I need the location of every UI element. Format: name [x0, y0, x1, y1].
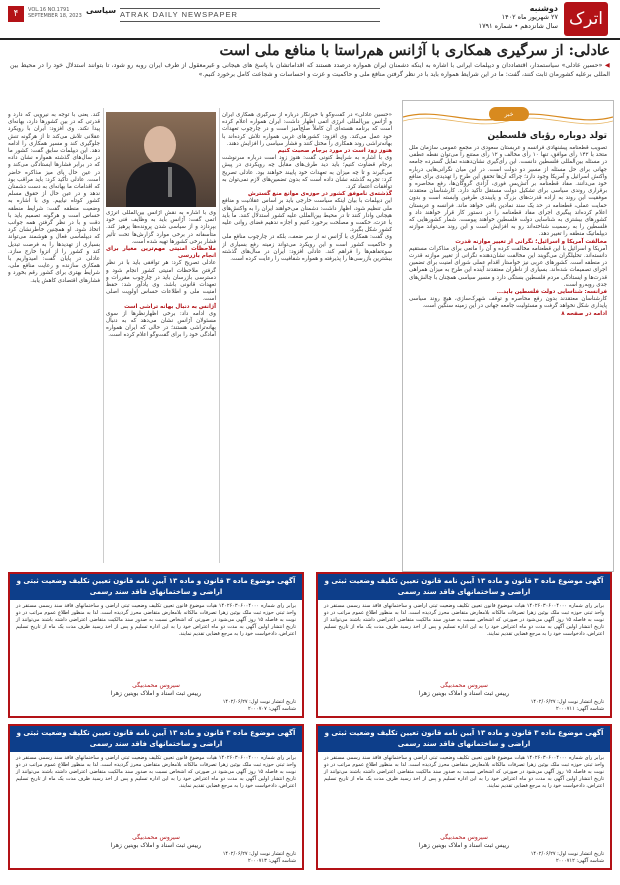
notice-title: آگهی موضوع ماده ۳ قانون و ماده ۱۳ آیین نامه قانون تعیین تکلیف وضعیت ثبتی و اراضی و ساختمانهای فاقد سند رسمی — [318, 574, 610, 600]
notice-footer — [16, 851, 296, 865]
notice-title: آگهی موضوع ماده ۳ قانون و ماده ۱۳ آیین نامه قانون تعیین تکلیف وضعیت ثبتی و اراضی و ساختمانهای فاقد سند رسمی — [10, 726, 302, 752]
notice-footer — [324, 851, 604, 865]
legal-notice-3 — [316, 724, 612, 870]
english-title: ATRAK DAILY NEWSPAPER — [120, 8, 380, 22]
section-name: سیاسی — [86, 6, 117, 15]
news-badge-icon: خبر — [489, 107, 529, 121]
notice-body: برابر رای شماره ۱۴۰۲۶۰۳۰۶۰۰۴۰۰۰ هیات موضوع قانون تعیین تکلیف وضعیت ثبتی اراضی و ساختمانهای فاقد سند رسمی مستقر در واحد ثبتی حوزه ثبت ملک بوئین زهرا تصرفات مالکانه بلامعارض متقاضی محرز گردیده است. لذا به منظور اطلاع عموم مراتب در دو نوبت به فاصله ۱۵ روز آگهی می‌شود در صورتی که اشخاص نسبت به صدور سند مالکیت متقاضی اعتراضی داشته باشند می‌توانند از تاریخ انتشار اولین آگهی به مدت دو ماه اعتراض خود را به این اداره تسلیم و پس از اخذ رسید ظرف مدت یک ماه از تاریخ تسلیم اعتراض، دادخواست خود را به مرجع قضایی تقدیم نمایند. — [16, 603, 296, 637]
issue-meta-line: سال شانزدهم • شماره ۱۷۹۱ — [478, 22, 558, 30]
middle-column: «حسین عادلی» در گفت‌وگو با خبرنگار درباره از سرگیری همکاری ایران و آژانس بین‌المللی انرژی اتمی اظهار داشت: ایران همواره اعلام کرده است که برنامه هسته‌ای آن کاملاً صلح‌آمیز است و در چارچوب تعهدات خود عمل می‌کند. وی افزود: کشورهای غربی همواره تلاش کرده‌اند با بهانه‌تراشی روند همکاری را مختل کنند و فشار سیاسی را افزایش دهند. هنوز زود است در مورد برجام صحبت کنیم وی با اشاره به شرایط کنونی گفت: هنوز زود است درباره سرنوشت برجام قضاوت کنیم؛ باید دید طرف‌های مقابل چه رویکردی در پیش می‌گیرند و تا چه میزان به تعهدات خود پایبند خواهند بود. عادلی تصریح کرد: تجربه گذشته نشان داده است که بدون تضمین‌های لازم نمی‌توان به توافقات اعتماد کرد. گذشته‌ی ناموفق کشور در حوزه‌ی موانع منع گسترش این دیپلمات با بیان اینکه سیاست خارجی باید بر اساس عقلانیت و منافع ملی تنظیم شود، اظهار داشت: دشمنان می‌خواهند ایران را به واکنش‌های هیجانی وادار کنند تا در محیط بین‌المللی علیه کشور استدلال کنند. ما باید با عزت، حکمت و مصلحت برخورد کنیم و اجازه ندهیم فضای روانی علیه کشور شکل بگیرد. وی گفت: همکاری با آژانس نه از سر ضعف، بلکه در چارچوب منافع ملی و حاکمیت کشور است و این رویکرد می‌تواند زمینه رفع بسیاری از سوءتفاهم‌ها را فراهم کند. عادلی افزود: ایران در سال‌های گذشته بیشترین بازرسی‌ها را پذیرفته و همواره شفافیت را رعایت کرده است. — [222, 112, 392, 263]
masthead — [0, 0, 620, 40]
vol-number: VOL.16 NO.1791 — [28, 7, 70, 13]
signer-name: سیروس محمدبیگی — [132, 834, 180, 841]
notice-title: آگهی موضوع ماده ۳ قانون و ماده ۱۳ آیین نامه قانون تعیین تکلیف وضعیت ثبتی و اراضی و ساختمانهای فاقد سند رسمی — [10, 574, 302, 600]
legal-notice-2 — [8, 572, 304, 718]
notice-signature — [18, 834, 294, 850]
notice-footer — [16, 699, 296, 713]
signer-title: رییس ثبت اسناد و املاک بوینین زهرا — [110, 690, 202, 697]
signer-name: سیروس محمدبیگی — [440, 682, 488, 689]
issue-date-line: ۲۷ شهریور ماه ۱۴۰۲ — [501, 13, 558, 21]
box-title: تولد دوباره رؤیای فلسطین — [487, 131, 607, 141]
column-divider — [219, 108, 220, 563]
signer-name: سیروس محمدبیگی — [440, 834, 488, 841]
article-lead-text: «حسین عادلی» سیاستمدار، اقتصاددان و دیپلمات ایرانی با اشاره به اینکه دشمنان ایران همواره درصدد هستند که اقداماتشان با پاسخ های هیجانی و غیرمعقول از طرف ایران روبه رو شود، تا بتوانند استدلال خود را در محیط بین المللی برعلیه کشورمان ثابت کنند، گفت: ما در این شرایط همواره باید با در نظر گرفتن منافع ملی و حاکمیت و عزت و احساسات و شجاعت کامل برخورد کنیم.» — [10, 62, 610, 78]
article-photo — [106, 112, 216, 207]
middle-subhead-4: آژانس به دنبال بهانه تراشی است — [124, 303, 216, 310]
notice-signature — [18, 682, 294, 698]
notice-signature — [326, 834, 602, 850]
publish-date-1: تاریخ انتشار نوبت اول: ۱۴۰۲/۰۶/۲۷ — [222, 699, 296, 705]
article-header — [6, 42, 614, 100]
box-body: تصویب قطعنامه پیشنهادی فرانسه و عربستان سعودی در مجمع عمومی سازمان ملل متحد با ۱۴۲ رأی موافق، تنها ۱۰ رأی مخالف و ۱۲ رأی ممتنع را می‌توان نقطه عطفی در مسئله بین‌المللی فلسطین دانست. این رأی‌گیری نشان‌دهنده تمایل گسترده جامعه جهانی برای حل مسئله از مسیر دو دولت است. در این میان نگرانی‌هایی درباره واکنش اسرائیل و آمریکا وجود دارد؛ چراکه آن‌ها تحقق این طرح را تهدیدی برای منافع خود می‌دانند. مفاد قطعنامه بر آتش‌بس فوری، آزادی گروگان‌ها، رفع محاصره و برقراری روندی سیاسی برای تشکیل دولت مستقل تأکید دارد. کارشناسان معتقدند موفقیت این روند به اراده قدرت‌های بزرگ و پایبندی طرفین وابسته است و بدون حمایت عملی، قطعنامه در حد یک سند نمادین باقی خواهد ماند. فرانسه و عربستان اعلام کرده‌اند پیگیری اجرای مفاد قطعنامه را در دستور کار قرار خواهند داد و کشورهای بیشتری به شناسایی دولت فلسطین خواهند پیوست. شمار کشورهایی که فلسطین را به رسمیت شناخته‌اند رو به افزایش است و این روند می‌تواند موازنه دیپلماتیک منطقه را تغییر دهد. مخالفت آمریکا و اسرائیل؛ نگرانی از تغییر موازنه قدرت آمریکا و اسرائیل با این قطعنامه مخالفت کرده و آن را مانعی برای مذاکرات مستقیم دانسته‌اند. تحلیلگران می‌گویند این مخالفت نشان‌دهنده نگرانی از تغییر موازنه قدرت در منطقه است. کشورهای عربی نیز خواستار اقدام عملی شورای امنیت برای تضمین اجرای تصمیمات شده‌اند. بسیاری از ناظران معتقدند آینده این طرح به میزان همراهی قدرت‌ها و ایستادگی مردم فلسطین بستگی دارد و مسیر سیاسی همچنان با چالش‌های جدی روبه‌رو است. فرانسه: شناسایی دولت فلسطین باید... کارشناسان معتقدند بدون رفع محاصره و توقف شهرک‌سازی، هیچ روند سیاسی پایداری شکل نخواهد گرفت و مسئولیت جامعه جهانی در این زمینه سنگین است. ادامه در صفحه ۸ — [409, 145, 607, 317]
notice-body: برابر رای شماره ۱۴۰۲۶۰۳۰۶۰۰۴۰۰۰ هیات موضوع قانون تعیین تکلیف وضعیت ثبتی اراضی و ساختمانهای فاقد سند رسمی مستقر در واحد ثبتی حوزه ثبت ملک بوئین زهرا تصرفات مالکانه بلامعارض متقاضی محرز گردیده است. لذا به منظور اطلاع عموم مراتب در دو نوبت به فاصله ۱۵ روز آگهی می‌شود در صورتی که اشخاص نسبت به صدور سند مالکیت متقاضی اعتراضی داشته باشند می‌توانند از تاریخ انتشار اولین آگهی به مدت دو ماه اعتراض خود را به این اداره تسلیم و پس از اخذ رسید ظرف مدت یک ماه از تاریخ تسلیم اعتراض، دادخواست خود را به مرجع قضایی تقدیم نمایند. — [324, 603, 604, 637]
legal-notice-1 — [316, 572, 612, 718]
left-column-b: کند. یعنی با توجه به نیرویی که دارد و قدرتی که در بین کشورها دارد، بهانه‌ای پیدا نکند. وی افزود: ایران با رویکرد عقلانی تلاش می‌کند تا از هرگونه تنش جلوگیری کند و مسیر همکاری را ادامه دهد. این دیپلمات سابق گفت: کشور ما در سال‌های گذشته همواره نشان داده که در برابر فشارها ایستادگی می‌کند و در عین حال پای میز مذاکره حاضر است. عادلی تأکید کرد: باید مراقب بود که اقدامات ما بهانه‌ای به دست دشمنان ندهد و در عین حال از حقوق مسلم کشور کوتاه نیاییم. وی با اشاره به وضعیت منطقه گفت: شرایط منطقه حساس است و هرگونه تصمیم باید با دقت و با در نظر گرفتن همه جوانب اتخاذ شود. او همچنین خاطرنشان کرد که دیپلماسی فعال و هوشمند می‌تواند بسیاری از تهدیدها را به فرصت تبدیل کند و کشور را از انزوا خارج سازد. عادلی در پایان گفت: امیدواریم با همکاری سازنده و رعایت منافع ملی، شرایط بهتری برای کشور رقم بخورد و فشارهای اقتصادی کاهش یابد. — [8, 112, 100, 284]
issue-day: دوشنبه — [529, 4, 558, 13]
section-label-box — [8, 4, 117, 32]
notice-code: شناسه آگهی: ۲۰۰۰۷۱۲ — [555, 858, 604, 864]
box-subhead-2: فرانسه: شناسایی دولت فلسطین باید... — [496, 289, 607, 296]
newspaper-logo: اترک — [564, 2, 608, 36]
notice-code: شناسه آگهی: ۲۰۰۰۷۰۷ — [247, 706, 296, 712]
publish-date-1: تاریخ انتشار نوبت اول: ۱۴۰۲/۰۶/۲۷ — [222, 851, 296, 857]
publish-date-1: تاریخ انتشار نوبت اول: ۱۴۰۲/۰۶/۲۷ — [530, 851, 604, 857]
notice-body: برابر رای شماره ۱۴۰۲۶۰۳۰۶۰۰۴۰۰۰ هیات موضوع قانون تعیین تکلیف وضعیت ثبتی اراضی و ساختمانهای فاقد سند رسمی مستقر در واحد ثبتی حوزه ثبت ملک بوئین زهرا تصرفات مالکانه بلامعارض متقاضی محرز گردیده است. لذا به منظور اطلاع عموم مراتب در دو نوبت به فاصله ۱۵ روز آگهی می‌شود در صورتی که اشخاص نسبت به صدور سند مالکیت متقاضی اعتراضی داشته باشند می‌توانند از تاریخ انتشار اولین آگهی به مدت دو ماه اعتراض خود را به این اداره تسلیم و پس از اخذ رسید ظرف مدت یک ماه از تاریخ تسلیم اعتراض، دادخواست خود را به مرجع قضایی تقدیم نمایند. — [16, 755, 296, 789]
page-number: ۴ — [8, 6, 24, 22]
left-column-a: وی با اشاره به نقش آژانس بین‌المللی انرژی اتمی گفت: آژانس باید به وظایف فنی خود بپردازد و از سیاسی شدن پرونده‌ها پرهیز کند. متأسفانه در برخی موارد گزارش‌ها تحت تأثیر فشار برخی کشورها تهیه شده است. ملاحظات امنیتی مهم‌ترین معیار برای انجام بازرسی عادلی تصریح کرد: هر توافقی باید با در نظر گرفتن ملاحظات امنیتی کشور انجام شود و دسترسی بازرسان باید در چارچوب مقررات و تعهدات قانونی باشد. وی یادآور شد: حفظ امنیت ملی و اطلاعات حساس اولویت اصلی است. آژانس به دنبال بهانه تراشی است وی ادامه داد: برخی اظهارنظرها از سوی مسئولان آژانس نشان می‌دهد که به دنبال بهانه‌تراشی هستند؛ در حالی که ایران همواره آمادگی خود را برای گفت‌وگو اعلام کرده است. — [106, 210, 216, 339]
notice-title: آگهی موضوع ماده ۳ قانون و ماده ۱۳ آیین نامه قانون تعیین تکلیف وضعیت ثبتی و اراضی و ساختمانهای فاقد سند رسمی — [318, 726, 610, 752]
signer-name: سیروس محمدبیگی — [132, 682, 180, 689]
bullet-icon: ◀ — [604, 62, 610, 69]
middle-subhead-3: ملاحظات امنیتی مهم‌ترین معیار برای انجام بازرسی — [106, 246, 216, 260]
publish-date-1: تاریخ انتشار نوبت اول: ۱۴۰۲/۰۶/۲۷ — [530, 699, 604, 705]
box-subhead-1: مخالفت آمریکا و اسرائیل؛ نگرانی از تغییر موازنه قدرت — [455, 238, 607, 245]
photo-person-head — [144, 126, 176, 164]
column-divider — [103, 108, 104, 563]
microphone-icon — [168, 167, 172, 197]
notice-code: شناسه آگهی: ۲۰۰۰۷۱۱ — [555, 706, 604, 712]
article-lead — [10, 61, 610, 79]
article-headline: عادلی: از سرگیری همکاری با آژانس هم‌راستا با منافع ملی است — [219, 42, 610, 59]
section-meta — [28, 7, 82, 19]
notice-footer — [324, 699, 604, 713]
photo-person-body — [126, 162, 196, 207]
continued-note: ادامه در صفحه ۸ — [561, 310, 607, 317]
notice-code: شناسه آگهی: ۲۰۰۰۷۱۳ — [247, 858, 296, 864]
notice-signature — [326, 682, 602, 698]
signer-title: رییس ثبت اسناد و املاک بوینین زهرا — [418, 842, 510, 849]
signer-title: رییس ثبت اسناد و املاک بوینین زهرا — [418, 690, 510, 697]
legal-notice-4 — [8, 724, 304, 870]
english-date: SEPTEMBER 18, 2023 — [28, 13, 82, 19]
middle-subhead-2: گذشته‌ی ناموفق کشور در حوزه‌ی موانع منع گسترش — [247, 191, 392, 198]
signer-title: رییس ثبت اسناد و املاک بوینین زهرا — [110, 842, 202, 849]
issue-date — [479, 4, 558, 31]
sidebar-news-box — [402, 100, 614, 572]
middle-subhead-1: هنوز زود است در مورد برجام صحبت کنیم — [277, 148, 392, 155]
notice-body: برابر رای شماره ۱۴۰۲۶۰۳۰۶۰۰۴۰۰۰ هیات موضوع قانون تعیین تکلیف وضعیت ثبتی اراضی و ساختمانهای فاقد سند رسمی مستقر در واحد ثبتی حوزه ثبت ملک بوئین زهرا تصرفات مالکانه بلامعارض متقاضی محرز گردیده است. لذا به منظور اطلاع عموم مراتب در دو نوبت به فاصله ۱۵ روز آگهی می‌شود در صورتی که اشخاص نسبت به صدور سند مالکیت متقاضی اعتراضی داشته باشند می‌توانند از تاریخ انتشار اولین آگهی به مدت دو ماه اعتراض خود را به این اداره تسلیم و پس از اخذ رسید ظرف مدت یک ماه از تاریخ تسلیم اعتراض، دادخواست خود را به مرجع قضایی تقدیم نمایند. — [324, 755, 604, 789]
